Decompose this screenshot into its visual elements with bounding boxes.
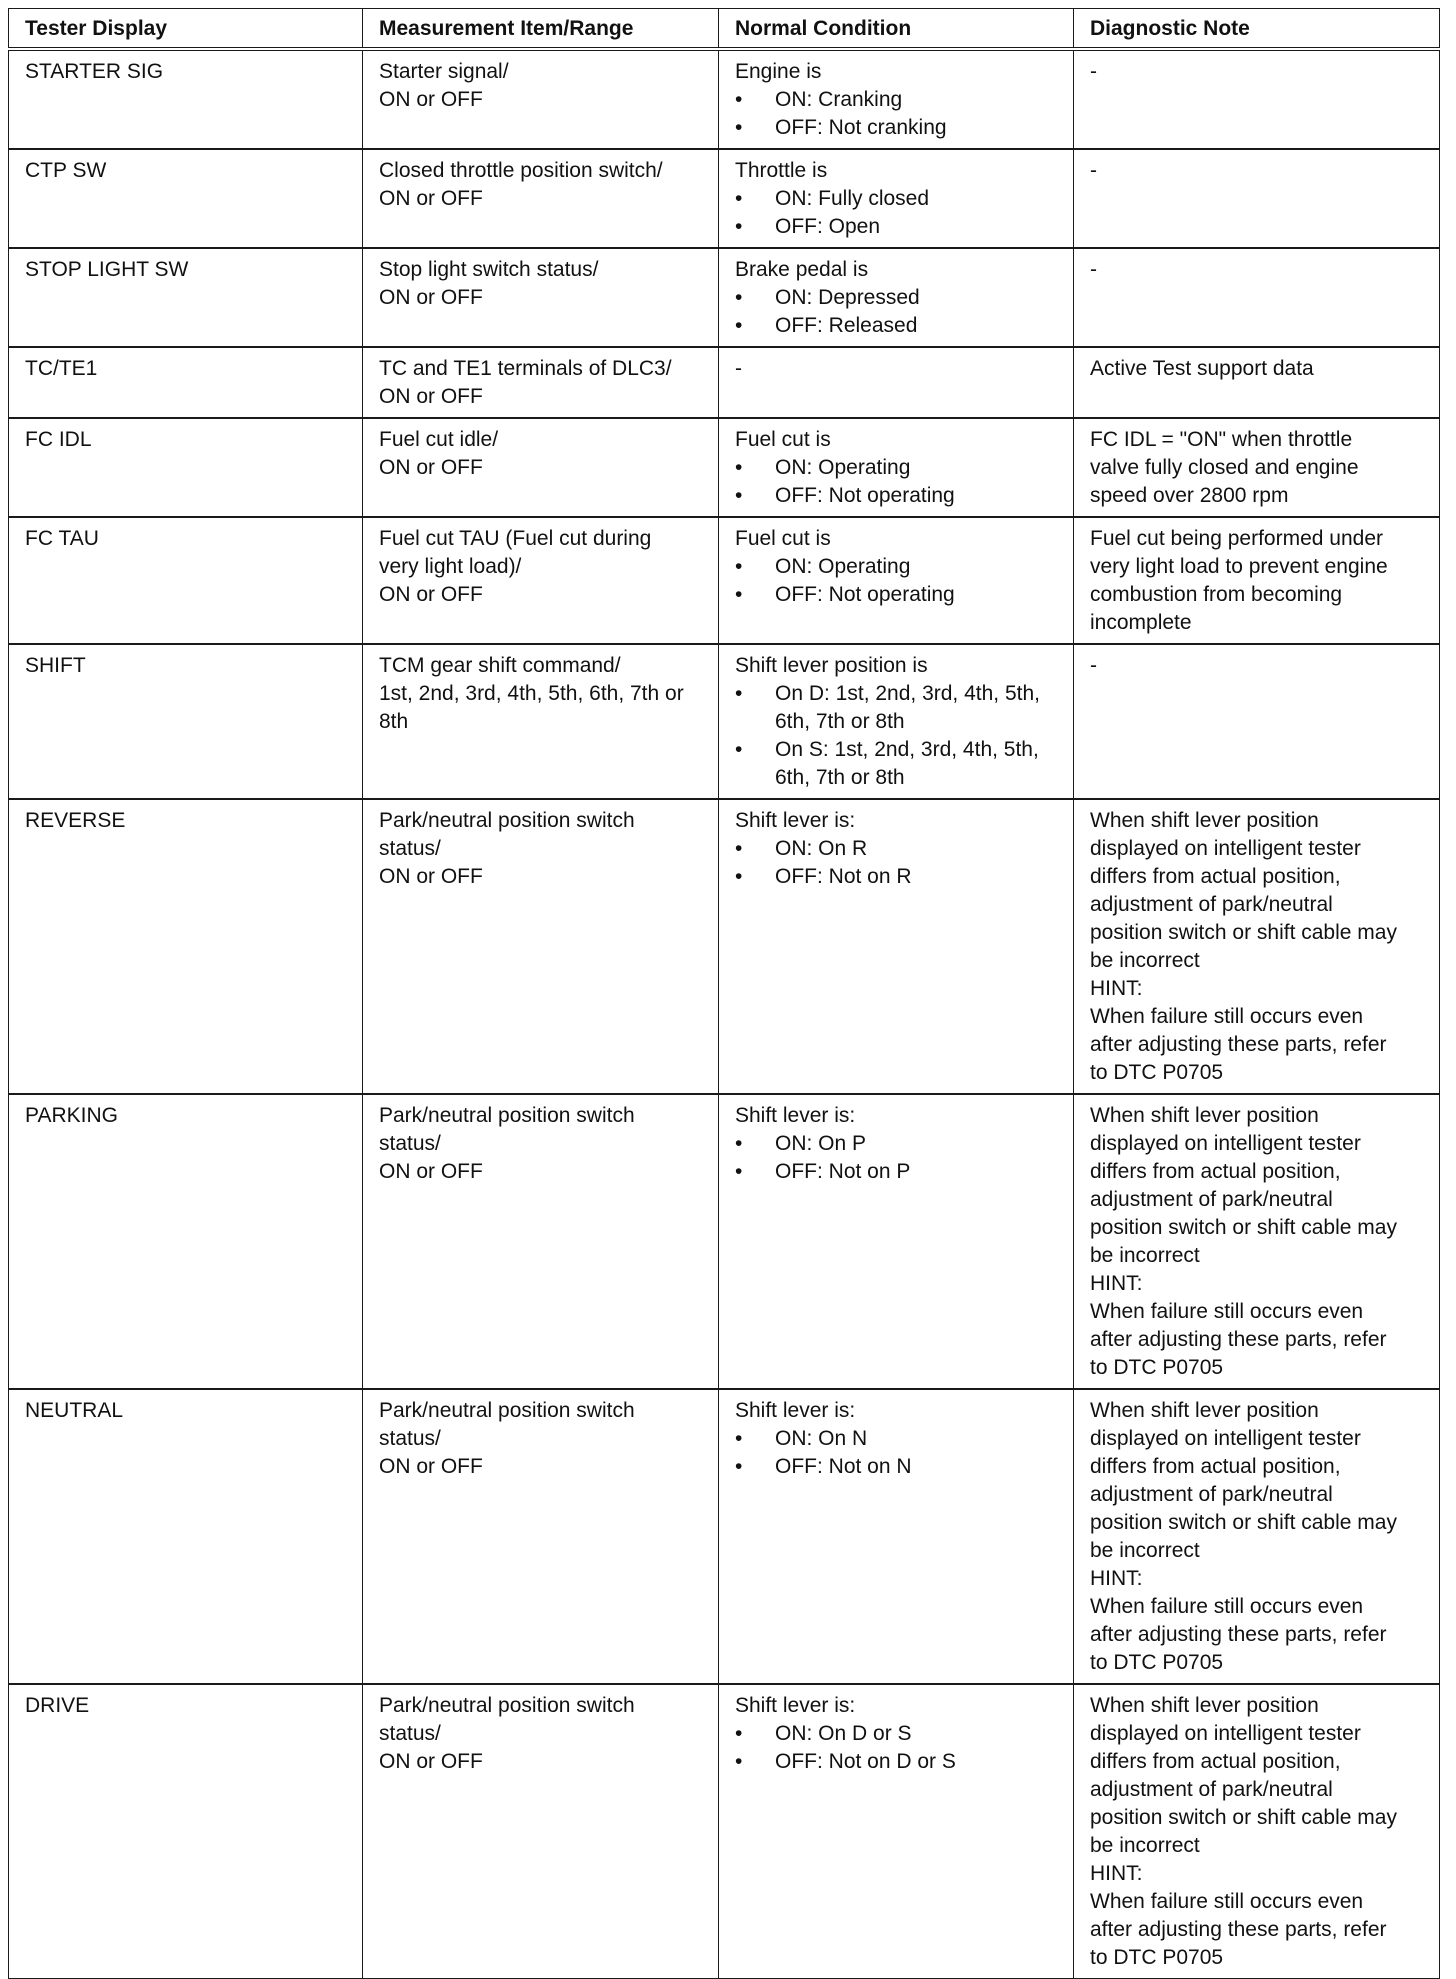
condition-bullet-item xyxy=(735,1748,1057,1776)
diagnostic-note-line: adjustment of park/neutral xyxy=(1090,893,1333,916)
condition-bullet-line: • ON: Cranking xyxy=(775,88,903,111)
condition-intro: Shift lever is: xyxy=(735,1694,856,1717)
diagnostic-note-cell xyxy=(1074,418,1440,517)
table-row xyxy=(9,149,1440,248)
table-row xyxy=(9,1684,1440,1979)
diagnostic-note-line: HINT: xyxy=(1090,977,1143,1000)
diagnostic-note-line: - xyxy=(1090,159,1097,182)
measurement-line: status/ xyxy=(379,1722,441,1745)
header-measurement-item-range: Measurement Item/Range xyxy=(363,9,719,50)
table-row xyxy=(9,49,1440,149)
diagnostic-note-line: When failure still occurs even xyxy=(1090,1890,1364,1913)
condition-bullet-item xyxy=(735,1158,1057,1186)
measurement-line: TCM gear shift command/ xyxy=(379,654,621,677)
tester-display-cell: FC IDL xyxy=(9,418,363,517)
measurement-line: Starter signal/ xyxy=(379,60,509,83)
condition-bullet-item xyxy=(735,835,1057,863)
diagnostic-note-line: displayed on intelligent tester xyxy=(1090,1722,1361,1745)
condition-bullet-item xyxy=(735,736,1057,792)
diagnostic-note-line: adjustment of park/neutral xyxy=(1090,1778,1333,1801)
condition-bullet-line: • ON: On N xyxy=(775,1427,868,1450)
measurement-cell xyxy=(363,1389,719,1684)
condition-bullet-item xyxy=(735,1720,1057,1748)
diagnostic-note-line: after adjusting these parts, refer xyxy=(1090,1623,1387,1646)
diagnostic-note-line: When failure still occurs even xyxy=(1090,1595,1364,1618)
diagnostic-note-line: to DTC P0705 xyxy=(1090,1356,1224,1379)
condition-intro: Throttle is xyxy=(735,159,828,182)
diagnostic-note-line: position switch or shift cable may xyxy=(1090,1511,1397,1534)
condition-bullet-item xyxy=(735,114,1057,142)
condition-bullet-line: • ON: On D or S xyxy=(775,1722,912,1745)
diagnostic-note-line: FC IDL = "ON" when throttle xyxy=(1090,428,1353,451)
condition-bullet-line: • OFF: Released xyxy=(775,314,918,337)
measurement-line: ON or OFF xyxy=(379,385,483,408)
diagnostic-note-line: valve fully closed and engine xyxy=(1090,456,1359,479)
diagnostic-note-line: displayed on intelligent tester xyxy=(1090,1132,1361,1155)
diagnostic-note-line: - xyxy=(1090,258,1097,281)
diagnostic-note-line: When shift lever position xyxy=(1090,1399,1319,1422)
diagnostic-note-cell xyxy=(1074,517,1440,644)
condition-bullet-line: • On D: 1st, 2nd, 3rd, 4th, 5th, xyxy=(775,682,1040,705)
condition-bullet-item xyxy=(735,454,1057,482)
condition-bullet-item xyxy=(735,581,1057,609)
table-header xyxy=(9,9,1440,50)
diagnostic-note-line: position switch or shift cable may xyxy=(1090,1806,1397,1829)
diagnostic-note-line: differs from actual position, xyxy=(1090,865,1341,888)
normal-condition-cell xyxy=(719,1684,1074,1979)
condition-bullet-item xyxy=(735,1130,1057,1158)
table-row xyxy=(9,248,1440,347)
measurement-line: Fuel cut TAU (Fuel cut during xyxy=(379,527,652,550)
diagnostic-note-cell xyxy=(1074,49,1440,149)
diagnostic-note-line: after adjusting these parts, refer xyxy=(1090,1328,1387,1351)
condition-bullet-line: • On S: 1st, 2nd, 3rd, 4th, 5th, xyxy=(775,738,1039,761)
diagnostic-note-cell xyxy=(1074,1094,1440,1389)
tester-display-cell: FC TAU xyxy=(9,517,363,644)
table-row xyxy=(9,644,1440,799)
diagnostic-note-line: HINT: xyxy=(1090,1862,1143,1885)
measurement-line: TC and TE1 terminals of DLC3/ xyxy=(379,357,672,380)
diagnostic-note-line: position switch or shift cable may xyxy=(1090,1216,1397,1239)
measurement-line: ON or OFF xyxy=(379,1750,483,1773)
diagnostic-note-line: - xyxy=(1090,60,1097,83)
measurement-line: status/ xyxy=(379,1132,441,1155)
diagnostic-note-line: to DTC P0705 xyxy=(1090,1946,1224,1969)
diagnostic-note-cell xyxy=(1074,1684,1440,1979)
diagnostic-note-cell xyxy=(1074,1389,1440,1684)
tester-display-cell: NEUTRAL xyxy=(9,1389,363,1684)
condition-bullet-line: • ON: Operating xyxy=(775,456,911,479)
diagnostic-note-line: Fuel cut being performed under xyxy=(1090,527,1384,550)
condition-intro: Shift lever position is xyxy=(735,654,928,677)
measurement-line: Stop light switch status/ xyxy=(379,258,599,281)
table-row xyxy=(9,517,1440,644)
measurement-line: Park/neutral position switch xyxy=(379,809,635,832)
diagnostic-note-line: Active Test support data xyxy=(1090,357,1314,380)
normal-condition-cell xyxy=(719,149,1074,248)
diagnostic-note-line: incomplete xyxy=(1090,611,1192,634)
condition-bullet-item xyxy=(735,312,1057,340)
condition-bullet-line: • ON: On R xyxy=(775,837,868,860)
measurement-cell xyxy=(363,347,719,418)
measurement-line: very light load)/ xyxy=(379,555,522,578)
condition-bullet-line: • OFF: Not on N xyxy=(775,1455,912,1478)
measurement-line: 1st, 2nd, 3rd, 4th, 5th, 6th, 7th or xyxy=(379,682,684,705)
condition-bullet-line: • OFF: Not cranking xyxy=(775,116,947,139)
condition-bullet-line: • OFF: Not on R xyxy=(775,865,912,888)
table-row xyxy=(9,347,1440,418)
measurement-line: Park/neutral position switch xyxy=(379,1104,635,1127)
diagnostic-note-line: When failure still occurs even xyxy=(1090,1005,1364,1028)
diagnostic-note-line: position switch or shift cable may xyxy=(1090,921,1397,944)
measurement-line: ON or OFF xyxy=(379,286,483,309)
data-list-table xyxy=(8,8,1440,1979)
condition-intro: Fuel cut is xyxy=(735,527,831,550)
condition-bullet-line: • ON: On P xyxy=(775,1132,867,1155)
diagnostic-note-line: after adjusting these parts, refer xyxy=(1090,1918,1387,1941)
diagnostic-note-line: - xyxy=(1090,654,1097,677)
condition-intro: - xyxy=(735,357,742,380)
diagnostic-note-line: differs from actual position, xyxy=(1090,1455,1341,1478)
measurement-cell xyxy=(363,644,719,799)
tester-display-cell: PARKING xyxy=(9,1094,363,1389)
condition-bullet-item xyxy=(735,185,1057,213)
diagnostic-note-line: HINT: xyxy=(1090,1272,1143,1295)
condition-bullet-line: 6th, 7th or 8th xyxy=(775,710,905,733)
normal-condition-cell xyxy=(719,517,1074,644)
diagnostic-note-line: to DTC P0705 xyxy=(1090,1651,1224,1674)
tester-display-cell: DRIVE xyxy=(9,1684,363,1979)
table-body xyxy=(9,49,1440,1979)
condition-bullet-line: 6th, 7th or 8th xyxy=(775,766,905,789)
tester-display-cell: STOP LIGHT SW xyxy=(9,248,363,347)
tester-display-cell: REVERSE xyxy=(9,799,363,1094)
condition-bullet-line: • OFF: Not on D or S xyxy=(775,1750,956,1773)
condition-bullet-item xyxy=(735,1453,1057,1481)
measurement-line: ON or OFF xyxy=(379,187,483,210)
measurement-line: status/ xyxy=(379,1427,441,1450)
measurement-line: Closed throttle position switch/ xyxy=(379,159,663,182)
tester-display-cell: CTP SW xyxy=(9,149,363,248)
measurement-line: Park/neutral position switch xyxy=(379,1694,635,1717)
measurement-line: ON or OFF xyxy=(379,1160,483,1183)
diagnostic-note-line: adjustment of park/neutral xyxy=(1090,1188,1333,1211)
measurement-line: 8th xyxy=(379,710,409,733)
normal-condition-cell xyxy=(719,644,1074,799)
diagnostic-note-line: combustion from becoming xyxy=(1090,583,1343,606)
diagnostic-note-line: When shift lever position xyxy=(1090,1694,1319,1717)
condition-bullet-line: • ON: Depressed xyxy=(775,286,920,309)
diagnostic-note-line: to DTC P0705 xyxy=(1090,1061,1224,1084)
normal-condition-cell xyxy=(719,49,1074,149)
diagnostic-note-line: When shift lever position xyxy=(1090,809,1319,832)
condition-bullet-line: • ON: Operating xyxy=(775,555,911,578)
measurement-cell xyxy=(363,248,719,347)
diagnostic-note-cell xyxy=(1074,644,1440,799)
condition-bullet-line: • OFF: Open xyxy=(775,215,881,238)
measurement-cell xyxy=(363,799,719,1094)
condition-bullet-line: • OFF: Not operating xyxy=(775,583,955,606)
measurement-line: Park/neutral position switch xyxy=(379,1399,635,1422)
diagnostic-note-line: very light load to prevent engine xyxy=(1090,555,1388,578)
normal-condition-cell xyxy=(719,418,1074,517)
measurement-line: status/ xyxy=(379,837,441,860)
measurement-line: Fuel cut idle/ xyxy=(379,428,499,451)
table-row xyxy=(9,1389,1440,1684)
header-row xyxy=(9,9,1440,50)
condition-bullet-line: • OFF: Not operating xyxy=(775,484,955,507)
condition-intro: Brake pedal is xyxy=(735,258,869,281)
condition-bullet-item xyxy=(735,213,1057,241)
diagnostic-note-line: after adjusting these parts, refer xyxy=(1090,1033,1387,1056)
header-normal-condition: Normal Condition xyxy=(719,9,1074,50)
normal-condition-cell xyxy=(719,347,1074,418)
measurement-cell xyxy=(363,149,719,248)
diagnostic-note-line: be incorrect xyxy=(1090,1834,1200,1857)
diagnostic-note-line: differs from actual position, xyxy=(1090,1750,1341,1773)
measurement-line: ON or OFF xyxy=(379,1455,483,1478)
tester-display-cell: STARTER SIG xyxy=(9,49,363,149)
condition-bullet-item xyxy=(735,1425,1057,1453)
diagnostic-note-cell xyxy=(1074,347,1440,418)
table-row xyxy=(9,799,1440,1094)
condition-bullet-item xyxy=(735,680,1057,736)
normal-condition-cell xyxy=(719,1389,1074,1684)
measurement-cell xyxy=(363,418,719,517)
table-row xyxy=(9,418,1440,517)
diagnostic-note-line: When failure still occurs even xyxy=(1090,1300,1364,1323)
normal-condition-cell xyxy=(719,799,1074,1094)
condition-bullet-item xyxy=(735,86,1057,114)
measurement-cell xyxy=(363,49,719,149)
diagnostic-note-cell xyxy=(1074,149,1440,248)
normal-condition-cell xyxy=(719,1094,1074,1389)
diagnostic-note-line: HINT: xyxy=(1090,1567,1143,1590)
diagnostic-note-line: adjustment of park/neutral xyxy=(1090,1483,1333,1506)
measurement-line: ON or OFF xyxy=(379,456,483,479)
condition-bullet-item xyxy=(735,482,1057,510)
normal-condition-cell xyxy=(719,248,1074,347)
condition-bullet-line: • ON: Fully closed xyxy=(775,187,930,210)
header-diagnostic-note: Diagnostic Note xyxy=(1074,9,1440,50)
measurement-cell xyxy=(363,1094,719,1389)
header-tester-display: Tester Display xyxy=(9,9,363,50)
measurement-line: ON or OFF xyxy=(379,88,483,111)
condition-bullet-item xyxy=(735,863,1057,891)
condition-intro: Fuel cut is xyxy=(735,428,831,451)
condition-bullet-item xyxy=(735,284,1057,312)
diagnostic-note-cell xyxy=(1074,799,1440,1094)
condition-intro: Shift lever is: xyxy=(735,1104,856,1127)
diagnostic-note-line: displayed on intelligent tester xyxy=(1090,1427,1361,1450)
condition-intro: Shift lever is: xyxy=(735,809,856,832)
measurement-cell xyxy=(363,517,719,644)
diagnostic-note-line: be incorrect xyxy=(1090,1539,1200,1562)
measurement-line: ON or OFF xyxy=(379,583,483,606)
condition-bullet-line: • OFF: Not on P xyxy=(775,1160,911,1183)
measurement-line: ON or OFF xyxy=(379,865,483,888)
diagnostic-note-line: speed over 2800 rpm xyxy=(1090,484,1289,507)
tester-display-cell: SHIFT xyxy=(9,644,363,799)
diagnostic-note-line: be incorrect xyxy=(1090,949,1200,972)
diagnostic-note-cell xyxy=(1074,248,1440,347)
condition-intro: Shift lever is: xyxy=(735,1399,856,1422)
condition-bullet-item xyxy=(735,553,1057,581)
condition-intro: Engine is xyxy=(735,60,822,83)
tester-display-cell: TC/TE1 xyxy=(9,347,363,418)
diagnostic-note-line: differs from actual position, xyxy=(1090,1160,1341,1183)
diagnostic-note-line: When shift lever position xyxy=(1090,1104,1319,1127)
diagnostic-note-line: be incorrect xyxy=(1090,1244,1200,1267)
diagnostic-note-line: displayed on intelligent tester xyxy=(1090,837,1361,860)
measurement-cell xyxy=(363,1684,719,1979)
table-row xyxy=(9,1094,1440,1389)
